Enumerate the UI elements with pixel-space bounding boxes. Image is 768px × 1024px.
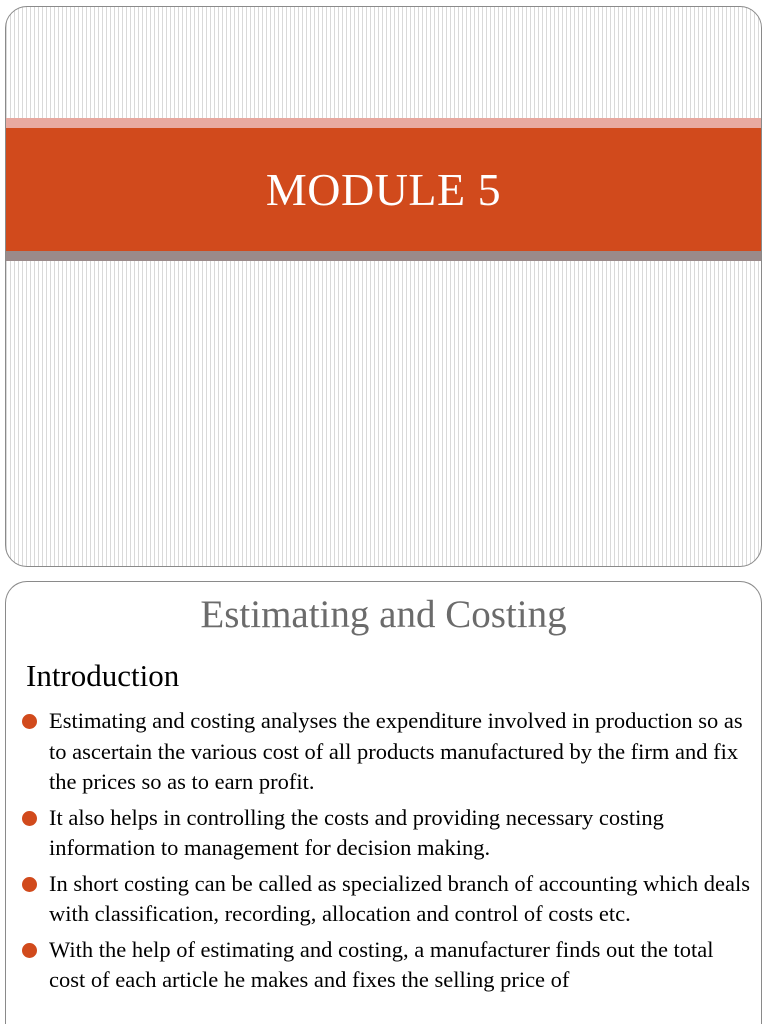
section-title: Introduction — [26, 658, 180, 693]
bullet-dot-icon — [22, 811, 37, 826]
slide-heading: Estimating and Costing — [200, 593, 567, 636]
bullet-text: It also helps in controlling the costs and providing necessary costing information to management for decision making. — [49, 804, 664, 860]
content-slide — [5, 581, 762, 1024]
list-item — [6, 935, 751, 996]
title-band-top-stripe — [6, 118, 761, 128]
bullet-text: With the help of estimating and costing, a manufacturer finds out the total cost of each article he makes and fixes the selling price of — [49, 936, 714, 992]
title-band — [6, 128, 761, 251]
bullet-dot-icon — [22, 714, 37, 729]
bullet-text: Estimating and costing analyses the expenditure involved in production so as to ascertain the various cost of all products manufactured by the firm and fix the prices so as to earn profit. — [49, 708, 743, 794]
bullet-dot-icon — [22, 943, 37, 958]
module-title: MODULE 5 — [265, 164, 502, 215]
list-item — [6, 803, 751, 864]
bullet-text: In short costing can be called as specialized branch of accounting which deals with classification, recording, allocation and control of costs etc. — [49, 870, 750, 926]
title-band-bottom-stripe — [6, 251, 761, 261]
list-item — [6, 869, 751, 930]
title-slide — [5, 6, 762, 567]
bullet-dot-icon — [22, 877, 37, 892]
bullet-list — [6, 706, 751, 1001]
list-item — [6, 706, 751, 798]
